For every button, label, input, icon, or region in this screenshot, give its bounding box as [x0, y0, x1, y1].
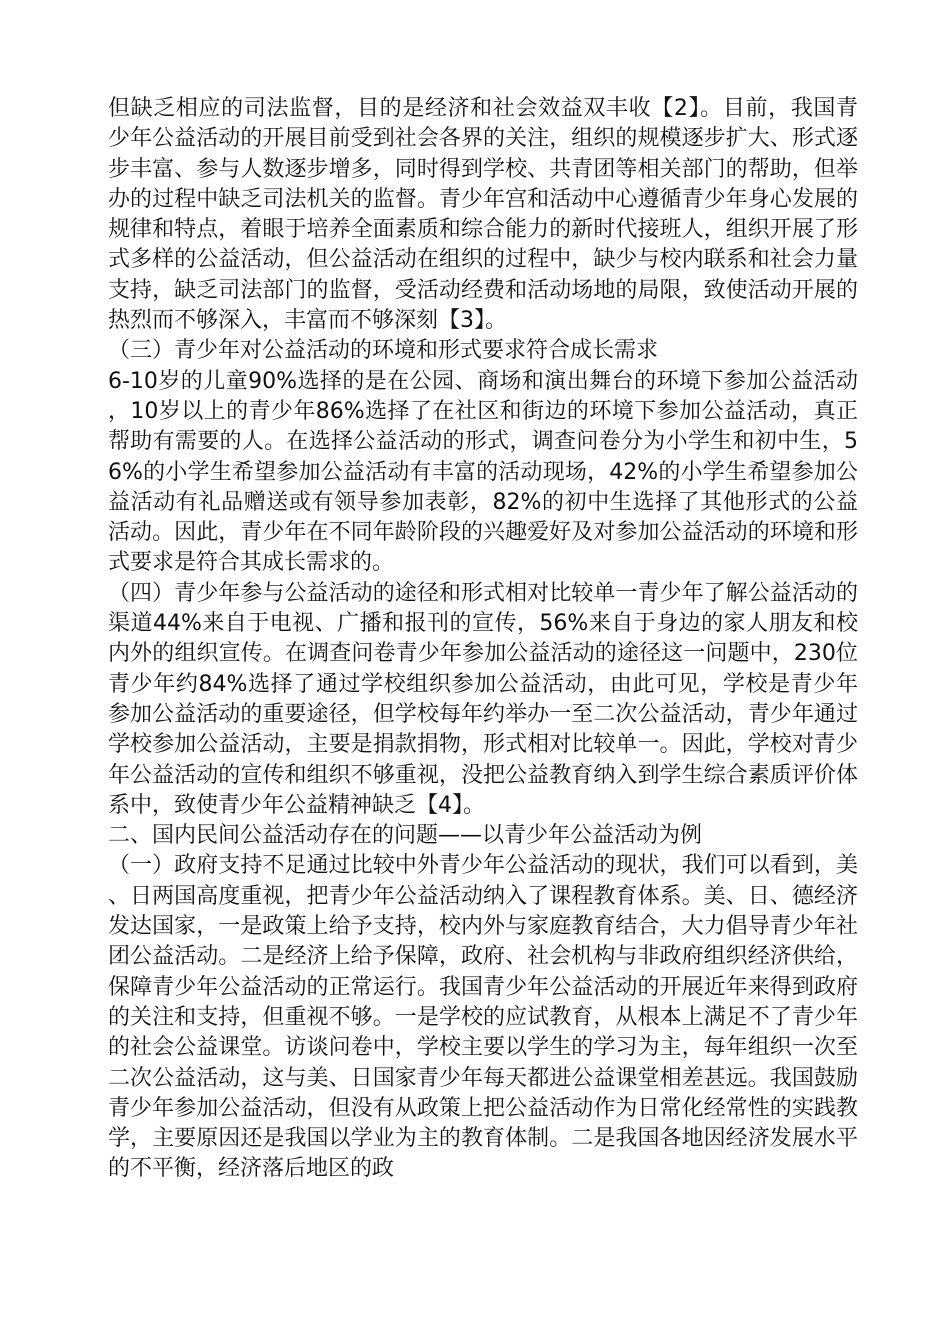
section-heading-three: （三）青少年对公益活动的环境和形式要求符合成长需求	[108, 338, 659, 364]
paragraph-government-support: （一）政府支持不足通过比较中外青少年公益活动的现状，我们可以看到，美、日两国高度重视，把青少年公益活动纳入了课程教育体系。美、日、德经济发达国家，一是政策上给予支持，校内外与家庭教育结合，大力倡导青少年社团公益活动。二是经济上给予保障，政府、社会机构与非政府组织经济供给，保障青少年公益活动的正常运行。我国青少年公益活动的开展近年来得到政府的关注和支持，但重视不够。一是学校的应试教育，从根本上满足不了青少年的社会公益课堂。访谈问卷中，学校主要以学生的学习为主，每年组织一次至二次公益活动，这与美、日国家青少年每天都进公益课堂相差甚远。我国鼓励青少年参加公益活动，但没有从政策上把公益活动作为日常化经常性的实践教学，主要原因还是我国以学业为主的教育体制。二是我国各地因经济发展水平的不平衡，经济落后地区的政	[108, 853, 858, 1182]
paragraph-channels-forms: （四）青少年参与公益活动的途径和形式相对比较单一青少年了解公益活动的渠道44%来自于电视、广播和报刊的宣传，56%来自于身边的家人朋友和校内外的组织宣传。在调查问卷青少年参加公益活动的途径这一问题中，230位青少年约84%选择了通过学校组织参加公益活动，由此可见，学校是青少年参加公益活动的重要途径，但学校每年约举办一至二次公益活动，青少年通过学校参加公益活动，主要是捐款捐物，形式相对比较单一。因此，学校对青少年公益活动的宣传和组织不够重视，没把公益教育纳入到学生综合素质评价体系中，致使青少年公益精神缺乏【4】。	[108, 580, 858, 818]
paragraph-environment-form: 6-10岁的儿童90%选择的是在公园、商场和演出舞台的环境下参加公益活动，10岁以上的青少年86%选择了在社区和街边的环境下参加公益活动，真正帮助有需要的人。在选择公益活动的形式，调查问卷分为小学生和初中生，56%的小学生希望参加公益活动有丰富的活动现场，42%的小学生希望参加公益活动有礼品赠送或有领导参加表彰，82%的初中生选择了其他形式的公益活动。因此，青少年在不同年龄阶段的兴趣爱好及对参加公益活动的环境和形式要求是符合其成长需求的。	[108, 368, 858, 576]
chapter-heading-two: 二、国内民间公益活动存在的问题——以青少年公益活动为例	[108, 823, 703, 849]
paragraph-legal-supervision: 但缺乏相应的司法监督，目的是经济和社会效益双丰收【2】。目前，我国青少年公益活动的开展目前受到社会各界的关注，组织的规模逐步扩大、形式逐步丰富、参与人数逐步增多，同时得到学校、共青团等相关部门的帮助，但举办的过程中缺乏司法机关的监督。青少年宫和活动中心遵循青少年身心发展的规律和特点，着眼于培养全面素质和综合能力的新时代接班人，组织开展了形式多样的公益活动，但公益活动在组织的过程中，缺少与校内联系和社会力量支持，缺乏司法部门的监督，受活动经费和活动场地的局限，致使活动开展的热烈而不够深入，丰富而不够深刻【3】。	[108, 96, 858, 334]
document-page	[108, 94, 858, 1185]
